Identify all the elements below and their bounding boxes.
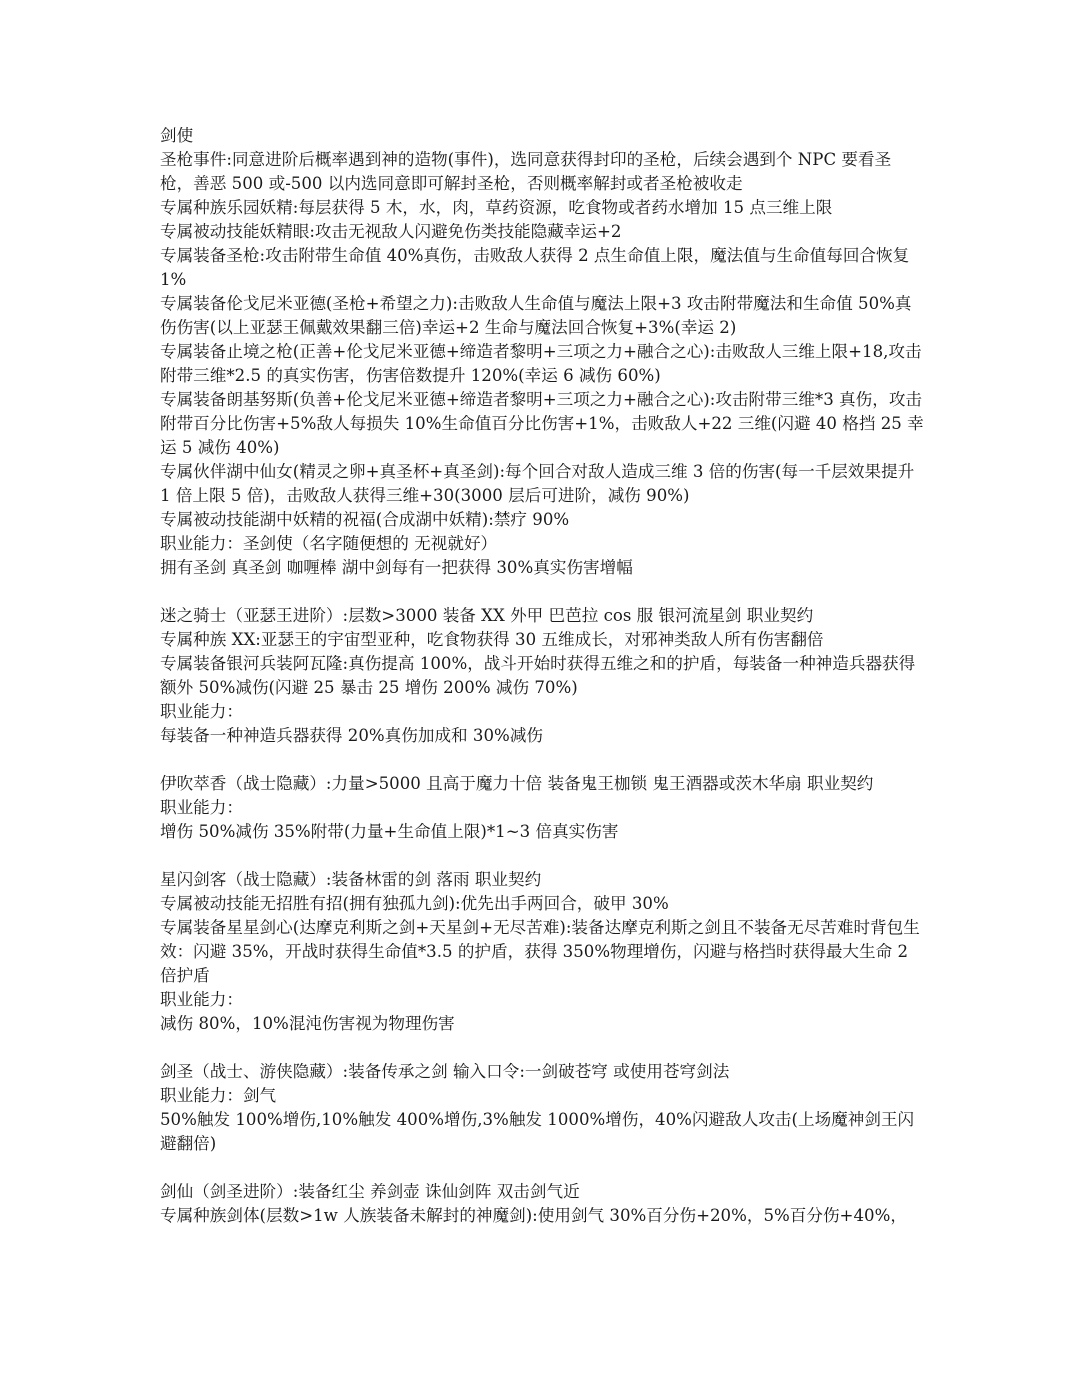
passive-fairy-eye: 专属被动技能妖精眼:攻击无视敌人闪避免伤类技能隐藏幸运+2 <box>160 222 622 241</box>
job-ability-holy-sword: 职业能力：圣剑使（名字随便想的 无视就好） <box>160 534 498 553</box>
paragraph-spacer <box>160 580 924 604</box>
exclusive-race-sword-body: 专属种族剑体(层数>1w 人族装备未解封的神魔剑):使用剑气 30%百分伤+20%，5%百分伤+40%， <box>160 1206 907 1225</box>
equip-holy-lance: 专属装备圣枪:攻击附带生命值 40%真伤，击败敌人获得 2 点生命值上限，魔法值与生命值每回合恢复 1% <box>160 246 910 289</box>
section-title-sword-saint: 剑圣（战士、游侠隐藏）:装备传承之剑 输入口令:一剑破苍穹 或使用苍穹剑法 <box>160 1062 730 1081</box>
paragraph-spacer <box>160 748 924 772</box>
job-ability-label: 职业能力： <box>160 990 243 1009</box>
exclusive-race-xx: 专属种族 XX:亚瑟王的宇宙型亚种，吃食物获得 30 五维成长，对邪神类敌人所有伤害翻倍 <box>160 630 824 649</box>
equip-end-lance: 专属装备止境之枪(正善+伦戈尼米亚德+缔造者黎明+三项之力+融合之心):击败敌人三维上限+18,攻击附带三维*2.5 的真实伤害，伤害倍数提升 120%(幸运 6 减伤 60%) <box>160 342 922 385</box>
exclusive-race-paradise-fairy: 专属种族乐园妖精:每层获得 5 木，水，肉，草药资源，吃食物或者药水增加 15 点三维上限 <box>160 198 833 217</box>
job-ability-sword-qi: 职业能力：剑气 <box>160 1086 277 1105</box>
passive-no-move-wins: 专属被动技能无招胜有招(拥有独孤九剑):优先出手两回合，破甲 30% <box>160 894 669 913</box>
equip-longinus: 专属装备朗基努斯(负善+伦戈尼米亚德+缔造者黎明+三项之力+融合之心):攻击附带三维*3 真伤，攻击附带百分比伤害+5%敌人每损失 10%生命值百分比伤害+1%，击败敌人+22 三维(闪避 40 格挡 25 幸运 5 减伤 40%) <box>160 390 924 457</box>
section-title-star-flash-swordsman: 星闪剑客（战士隐藏）:装备林雷的剑 落雨 职业契约 <box>160 870 542 889</box>
equip-star-sword-heart: 专属装备星星剑心(达摩克利斯之剑+天星剑+无尽苦难):装备达摩克利斯之剑且不装备无尽苦难时背包生效：闪避 35%，开战时获得生命值*3.5 的护盾，获得 350%物理增伤，闪避与格挡时获得最大生命 2 倍护盾 <box>160 918 920 985</box>
document-body <box>160 124 924 1228</box>
partner-lady-of-lake: 专属伙伴湖中仙女(精灵之卵+真圣杯+真圣剑):每个回合对敌人造成三维 3 倍的伤害(每一千层效果提升 1 倍上限 5 倍)，击败敌人获得三维+30(3000 层后可进阶，减伤 90%) <box>160 462 915 505</box>
section-title-sword-envoy: 剑使 <box>160 126 194 145</box>
paragraph-spacer <box>160 844 924 868</box>
equip-rhongomyniad: 专属装备伦戈尼米亚德(圣枪+希望之力):击败敌人生命值与魔法上限+3 攻击附带魔法和生命值 50%真伤伤害(以上亚瑟王佩戴效果翻三倍)幸运+2 生命与魔法回合恢复+3%(幸运 2) <box>160 294 912 337</box>
paragraph-spacer <box>160 1036 924 1060</box>
section-title-sword-immortal: 剑仙（剑圣进阶）:装备红尘 养剑壶 诛仙剑阵 双击剑气近 <box>160 1182 580 1201</box>
passive-lake-fairy-blessing: 专属被动技能湖中妖精的祝福(合成湖中妖精):禁疗 90% <box>160 510 570 529</box>
holy-sword-bonus: 拥有圣剑 真圣剑 咖喱棒 湖中剑每有一把获得 30%真实伤害增幅 <box>160 558 633 577</box>
sword-qi-effects: 50%触发 100%增伤,10%触发 400%增伤,3%触发 1000%增伤，40%闪避敌人攻击(上场魔神剑王闪避翻倍) <box>160 1110 915 1153</box>
paragraph-spacer <box>160 1156 924 1180</box>
job-ability-label: 职业能力： <box>160 702 243 721</box>
equip-galaxy-avalon: 专属装备银河兵装阿瓦隆:真伤提高 100%，战斗开始时获得五维之和的护盾，每装备一种神造兵器获得额外 50%减伤(闪避 25 暴击 25 增伤 200% 减伤 70%) <box>160 654 916 697</box>
job-ability-label: 职业能力： <box>160 798 243 817</box>
section-title-ibuki-suika: 伊吹萃香（战士隐藏）:力量>5000 且高于魔力十倍 装备鬼王枷锁 鬼王酒器或茨木华扇 职业契约 <box>160 774 874 793</box>
section-title-mysterious-knight: 迷之骑士（亚瑟王进阶）:层数>3000 装备 XX 外甲 巴芭拉 cos 服 银河流星剑 职业契约 <box>160 606 814 625</box>
holy-lance-event: 圣枪事件:同意进阶后概率遇到神的造物(事件)，选同意获得封印的圣枪，后续会遇到个 NPC 要看圣枪，善恶 500 或-500 以内选同意即可解封圣枪，否则概率解封或者圣枪被收走 <box>160 150 892 193</box>
divine-weapon-bonus: 每装备一种神造兵器获得 20%真伤加成和 30%减伤 <box>160 726 544 745</box>
star-flash-ability: 减伤 80%，10%混沌伤害视为物理伤害 <box>160 1014 455 1033</box>
suika-ability: 增伤 50%减伤 35%附带(力量+生命值上限)*1~3 倍真实伤害 <box>160 822 619 841</box>
